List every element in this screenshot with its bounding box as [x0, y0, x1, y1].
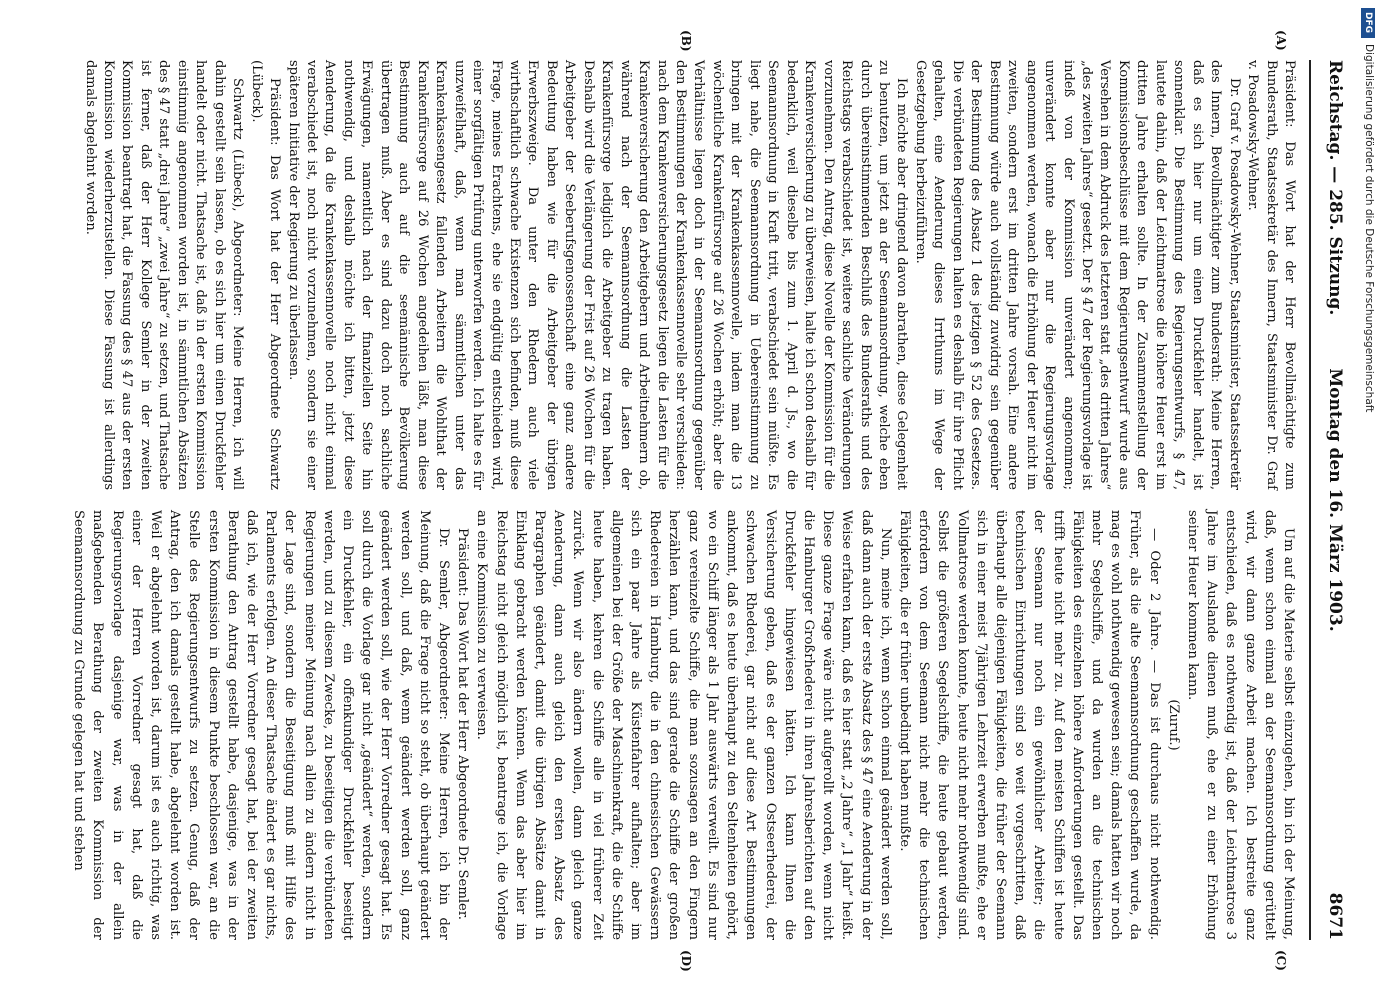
- interjection: (Zuruf.): [1165, 699, 1181, 751]
- paragraph: Präsident: Das Wort hat der Herr Bevollmächtigte zum Bundesrath, Staatssekretär des Innern, Staatsminister Dr. Graf v. Posadowsky-Wehner.: [1245, 60, 1297, 490]
- paragraph: Präsident: Das Wort hat der Herr Abgeordnete Schwartz (Lübeck).: [248, 60, 283, 490]
- header-center: Montag den 16. März 1903.: [1325, 368, 1345, 632]
- paragraph: Präsident: Das Wort hat der Herr Abgeordnete Dr. Semler.: [455, 528, 471, 920]
- paragraph: Dr. Graf v. Posadowsky-Wehner, Staatsminister, Staatssekretär des Innern, Bevollmächtigter zum Bundesrath: Meine Herren, daß es sich hier nur um einen Druckfehler handelt, ist sonnenklar. Die Bestimmung des Regierungsentwurfs, § 47, lautete dahin, daß der Leichtmatrose die höhere Heuer erst im dritten Jahre erhalten sollte. In der Zusammenstellung der Kommissionsbeschlüsse mit dem Regierungsentwurf wurde aus Versehen in dem Abdruck des letzteren statt „des dritten Jahres“ „des zweiten Jahres“ gesetzt. Der § 47 der Regierungsvorlage ist indeß von der Kommission unverändert angenommen; unverändert konnte aber nur die Regierungsvorlage angenommen werden, wonach die Erhöhung der Heuer nicht im zweiten, sondern erst im dritten Jahre vorsah. Eine andere Bestimmung würde auch vollständig zuwidrig sein gegenüber der Bestimmung des Absatz 1 des jetzigen § 52 des Gesetzes. Die verbündeten Regierungen halten es deshalb für ihre Pflicht gehalten, eine Aenderung dieses Irrthums im Wege der Gesetzgebung herbeizuführen.: [912, 60, 1242, 490]
- page-number: 8671: [1325, 892, 1345, 940]
- paragraph: — Oder 2 Jahre. — Das ist durchaus nicht nothwendig. Früher, als die alte Seemannsordnung geschaffen wurde, da mag es wohl nothwendig gewesen sein; damals hatten wir noch mehr Segelschiffe, und da wurden an die technischen Fähigkeiten des einzelnen höhere Anforderungen gestellt. Das trifft heute nicht mehr zu. Auf den meisten Schiffen ist heute der Seemann nur noch ein gewöhnlicher Arbeiter; die technischen Einrichtungen sind so weit vorgeschritten, daß überhaupt alle diejenigen Fähigkeiten, die früher der Seemann sich in einer meist 7jährigen Lehrzeit erwerben mußte, ehe er Vollmatrose werden konnte, heute nicht mehr nothwendig sind. Selbst die größeren Segelschiffe, die heute gebaut werden, erfordern von dem Seemann nicht mehr die technischen Fähigkeiten, die er früher unbedingt haben mußte.: [896, 510, 1162, 940]
- header-left: Reichstag. — 285. Sitzung.: [1325, 60, 1345, 316]
- margin-b: (B): [679, 30, 693, 52]
- page-header: [1313, 60, 1353, 940]
- paragraph: Schwartz (Lübeck), Abgeordneter: Meine Herren, ich will dahin gestellt sein lassen, ob es sich hier um einen Druckfehler handelt oder nicht. Thatsache ist, daß in der ersten Kommission einstimmig angenommen worden ist, in sämmtlichen Absätzen des § 47 statt „drei Jahre“ „zwei Jahre“ zu setzen, und Thatsache ist ferner, daß der Herr Kollege Semler in der zweiten Kommission beantragt hat, die Fassung des § 47 aus der ersten Kommission wiederherzustellen. Diese Fassung ist allerdings damals abgelehnt worden.: [82, 60, 246, 490]
- margin-c: (C): [1274, 950, 1288, 971]
- header-rule: [1309, 60, 1311, 940]
- left-column: [80, 60, 1298, 490]
- paragraph: Um auf die Materie selbst einzugehen, bin ich der Meinung, daß, wenn schon einmal an der Seemannsordnung gerüttelt wird, wir dann ganze Arbeit machen. Ich bestreite ganz entschieden, daß es nothwendig ist, daß der Leichtmatrose 3 Jahre im Auslande dienen muß, ehe er zu einer Erhöhung seiner Heuer kommen kann.: [1184, 510, 1296, 940]
- paragraph: Ich möchte aber dringend davon abrathen, diese Gelegenheit zu benutzen, um jetzt an der Seemannsordnung, welche eben durch übereinstimmenden Beschluß des Bundesraths und des Reichstags verabschiedet ist, weitere sachliche Veränderungen vorzunehmen. Den Antrag, diese Novelle der Kommission für die Krankenversicherung zu überweisen, halte ich schon deshalb für bedenklich, weil dieselbe bis zum 1. April d. Js., wo die Seemannsordnung in Kraft tritt, verabschiedet sein müßte. Es liegt nahe, die Seemannsordnung in Uebereinstimmung zu bringen mit der Krankenkassennovelle, indem man die 13 wöchentliche Krankenfürsorge auf 26 Wochen erhöht; aber die Verhältnisse liegen doch in der Seemannsordnung gegenüber den Bestimmungen der Krankenkassennovelle sehr verschieden: nach dem Krankenversicherungsgesetz liegen die Lasten für die Krankenversicherung den Arbeitgebern und Arbeitnehmern ob, während nach der Seemannsordnung die Lasten der Krankenfürsorge lediglich die Arbeitgeber zu tragen haben. Deshalb wird die Verlängerung der Frist auf 26 Wochen für die Arbeitgeber der Seeberufsgenossenschaft eine ganz andere Bedeutung haben wie für die Arbeitgeber der übrigen Erwerbszweige. Da unter den Rhedern auch viele wirthschaftlich schwache Existenzen sich befinden, muß diese Frage, meines Erachtens, ehe sie endgültig entschieden wird, einer sorgfältigen Prüfung unterworfen werden. Ich halte es für unzweifelhaft, daß, wenn man sämmtlichen unter das Krankenkassengesetz fallenden Arbeitern die Wohlthat der Krankenfürsorge auf 26 Wochen angedeihen läßt, man diese Bestimmung auch auf die seemännische Bevölkerung übertragen muß. Aber es sind dazu doch noch sachliche Erwägungen, namentlich nach der finanziellen Seite hin nothwendig, und deshalb möchte ich bitten, jetzt diese Aenderung, da die Krankenkassennovelle noch nicht einmal verabschiedet ist, noch nicht vorzunehmen, sondern sie einer späteren Initiative der Regierung zu überlassen.: [285, 60, 910, 490]
- paragraph: Dr. Semler, Abgeordneter: Meine Herren, ich bin der Meinung, daß die Frage nicht so steht, ob überhaupt geändert werden soll, und daß, wenn geändert werden soll, ganz geändert werden soll, wie der Herr Vorredner gesagt hat. Es soll durch die Vorlage gar nicht „geändert“ werden, sondern ein Druckfehler, ein offenkundiger Druckfehler beseitigt werden, und zu diesem Zwecke, zu beseitigen die verbündeten Regierungen meiner Meinung nach allein zu ändern nicht in der Lage sind, sondern die Beseitigung muß mit Hilfe des Parlaments erfolgen. An dieser Thatsache ändert es gar nichts, daß ich, wie der Herr Vorredner gesagt hat, bei der zweiten Berathung den Antrag gestellt habe, dasjenige, was in der ersten Kommission in diesem Punkte beschlossen war, an die Stelle des Regierungsentwurfs zu setzen. Genug, daß der Antrag, den ich damals gestellt habe, abgelehnt worden ist. Weil er abgelehnt worden ist, darum ist es auch richtig, was einer der Herren Vorredner gesagt hat, daß die Regierungsvorlage dasjenige war, was in der allein maßgebenden Berathung der zweiten Kommission der Seemannsordnung zu Grunde gelegen hat und stehen: [71, 510, 452, 940]
- dfg-logo-icon: DFG: [1361, 8, 1375, 38]
- right-column: [69, 510, 1298, 940]
- dfg-credit: Digitalisierung gefördert durch die Deutsche Forschungsgemeinschaft: [1363, 44, 1375, 413]
- margin-a: (A): [1274, 30, 1288, 51]
- paragraph: Nun, meine ich, wenn schon einmal geändert werden soll, daß dann auch der erste Absatz des § 47 eine Aenderung in der Weise erfahren kann, daß es hier statt „2 Jahre“ „1 Jahr“ heißt. Diese ganze Frage wäre nicht aufgerollt worden, wenn nicht die Hamburger Großrhederei in ihren Jahresberichten auf den Druckfehler hingewiesen hätten. Ich kann Ihnen die Versicherung geben, daß es der ganzen Ostseerhederei, der schwachen Rhederei, gar nicht auf diese Art Bestimmungen ankommt, daß es heute überhaupt zu den Seltenheiten gehört, wo ein Schiff länger als 1 Jahr auswärts verweilt. Es sind nur ganz vereinzelte Schiffe, die man sozusagen an den Fingern herzählen kann, und das sind gerade die Schiffe der großen Rhedereien in Hamburg, die in den chinesischen Gewässern sich ein paar Jahre als Küstenfahrer aufhalten; aber im allgemeinen bei der Größe der Maschinenkraft, die die Schiffe heute haben, kehren die Schiffe alle in viel früherer Zeit zurück. Wenn wir also ändern wollen, dann gleich ganze Aenderung, dann auch gleich den ersten Absatz des Paragraphen geändert, damit die übrigen Absätze damit in Einklang gebracht werden können. Wenn das aber hier im Reichstag nicht gleich möglich ist, beantrage ich, die Vorlage an eine Kommission zu verweisen.: [474, 510, 893, 940]
- margin-d: (D): [679, 950, 693, 972]
